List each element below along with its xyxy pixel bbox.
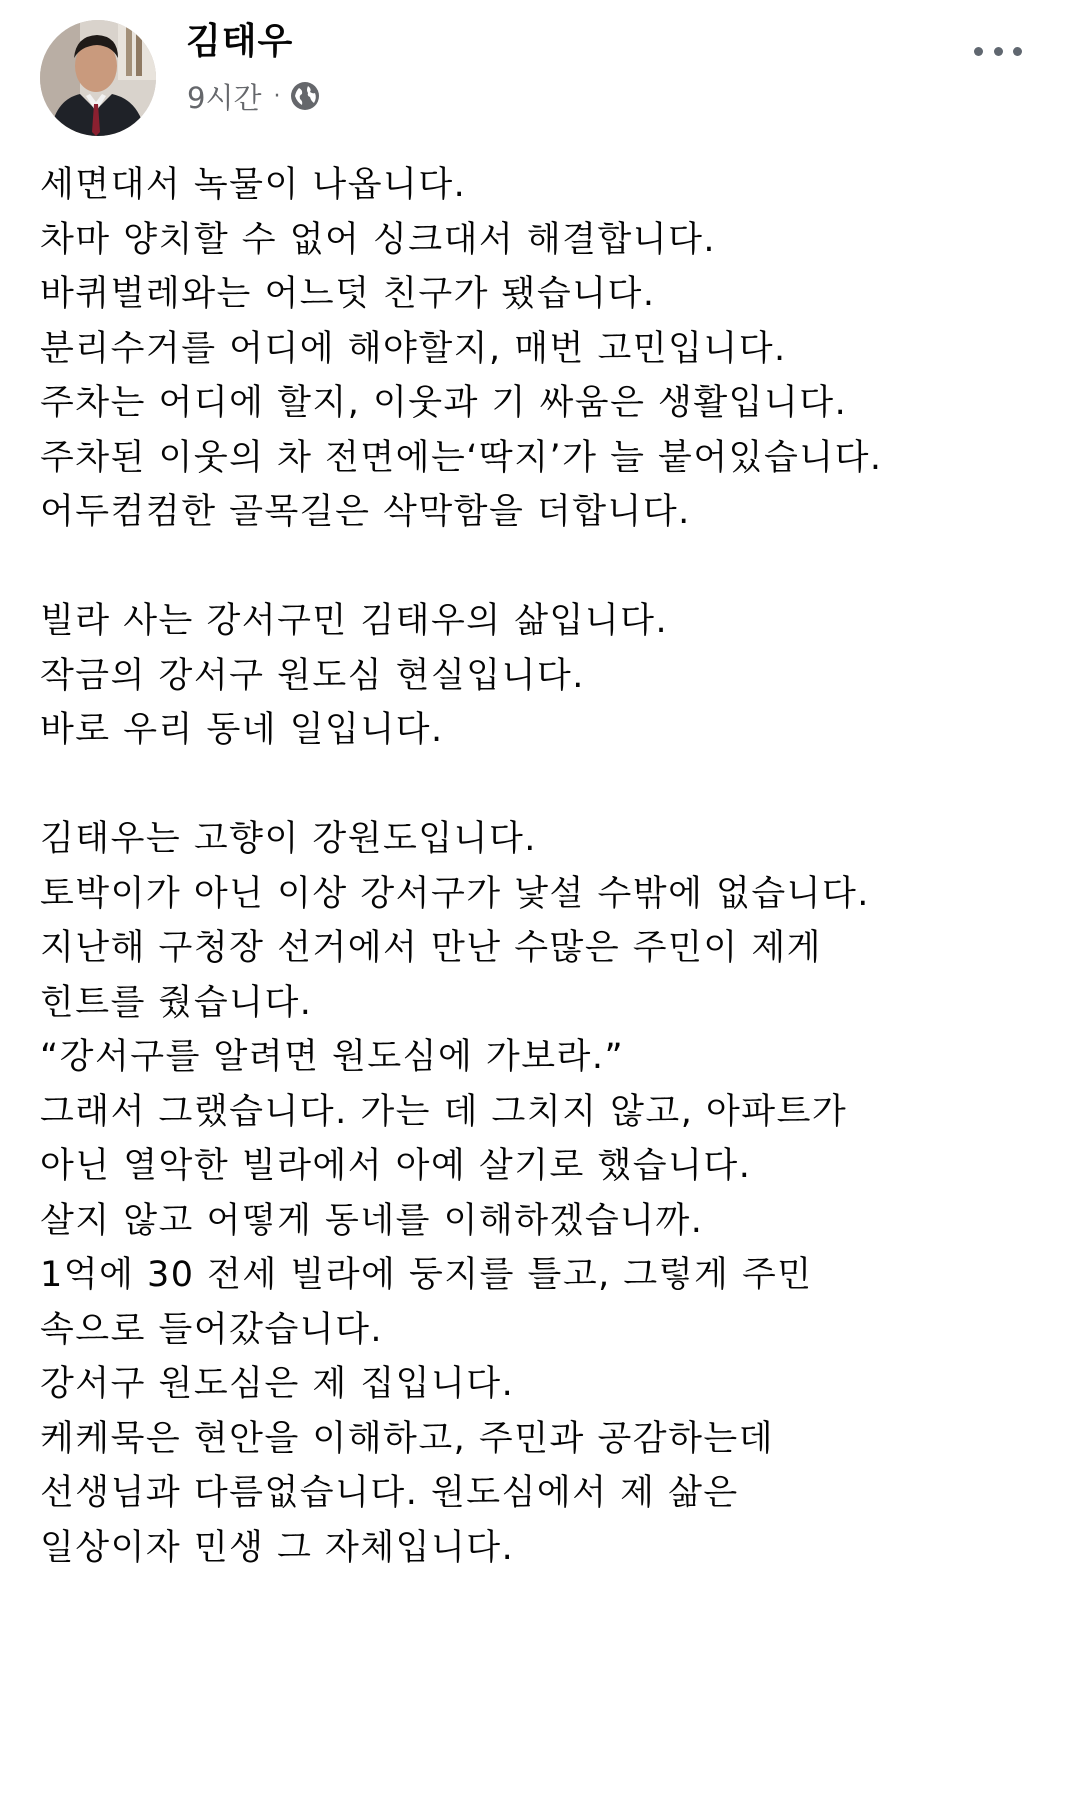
post-text-line: 일상이자 민생 그 자체입니다. xyxy=(40,1527,515,1568)
meta-separator: · xyxy=(273,83,281,109)
post-text-line: 속으로 들어갔습니다. xyxy=(40,1309,384,1350)
more-options-button[interactable] xyxy=(974,36,1022,66)
more-options-icon xyxy=(1013,47,1022,56)
post-text-line: 세면대서 녹물이 나옵니다. xyxy=(40,165,467,205)
post-text-line: 살지 않고 어떻게 동네를 이해하겠습니까. xyxy=(40,1200,704,1241)
profile-photo-icon xyxy=(40,20,156,136)
post-text-line: 케케묵은 현안을 이해하고, 주민과 공감하는데 xyxy=(40,1418,775,1459)
post-text-line: 지난해 구청장 선거에서 만난 수많은 주민이 제게 xyxy=(40,928,822,968)
post-text-line: 선생님과 다름없습니다. 원도심에서 제 삶은 xyxy=(40,1473,739,1513)
post-text-line: 힌트를 줬습니다. xyxy=(40,982,313,1023)
more-options-icon xyxy=(974,47,983,56)
post-meta xyxy=(187,76,320,116)
post-text-line: “강서구를 알려면 원도심에 가보라.” xyxy=(40,1037,625,1077)
post-body xyxy=(40,158,1050,1575)
post-text-line: 주차는 어디에 할지, 이웃과 기 싸움은 생활입니다. xyxy=(40,383,848,423)
post-text-line: 주차된 이웃의 차 전면에는‘딱지’가 늘 붙어있습니다. xyxy=(40,437,883,478)
post-text-line: 토박이가 아닌 이상 강서구가 낯설 수밖에 없습니다. xyxy=(40,873,870,914)
author-name[interactable]: 김태우 xyxy=(186,21,294,62)
post-text-line: 아닌 열악한 빌라에서 아예 살기로 했습니다. xyxy=(40,1146,752,1186)
post-text-line: 김태우는 고향이 강원도입니다. xyxy=(40,819,537,859)
post-text-line: 바로 우리 동네 일입니다. xyxy=(40,710,444,750)
post-text-line: 작금의 강서구 원도심 현실입니다. xyxy=(40,655,585,696)
more-options-icon xyxy=(994,47,1003,56)
author-avatar[interactable] xyxy=(40,20,156,136)
paragraph-gap xyxy=(40,540,1050,595)
post-text-line: 분리수거를 어디에 해야할지, 매번 고민입니다. xyxy=(40,328,787,369)
post-timestamp[interactable]: 9시간 xyxy=(187,80,262,115)
post-text-line: 바퀴벌레와는 어느덧 친구가 됐습니다. xyxy=(40,274,656,314)
paragraph-gap xyxy=(40,758,1050,813)
post-text-line: 차마 양치할 수 없어 싱크대서 해결합니다. xyxy=(40,219,717,260)
post-header xyxy=(40,18,1040,138)
post-text-line: 그래서 그랬습니다. 가는 데 그치지 않고, 아파트가 xyxy=(40,1091,848,1132)
globe-icon xyxy=(290,81,320,111)
post-text-line: 빌라 사는 강서구민 김태우의 삶입니다. xyxy=(40,601,669,641)
post-text-line: 강서구 원도심은 제 집입니다. xyxy=(40,1364,515,1404)
post-text-line: 1억에 30 전세 빌라에 둥지를 틀고, 그렇게 주민 xyxy=(40,1255,813,1295)
post-text-line: 어두컴컴한 골목길은 삭막함을 더합니다. xyxy=(40,492,691,532)
